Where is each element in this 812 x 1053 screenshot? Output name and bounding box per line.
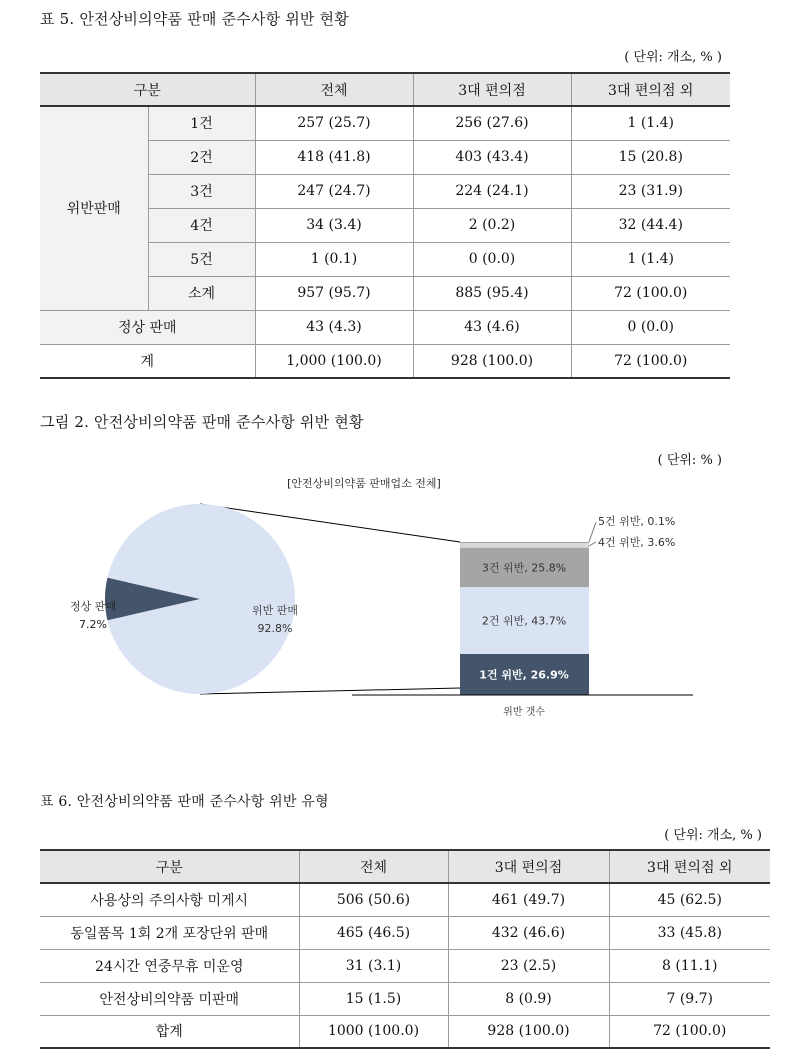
table5-header-big3: 3대 편의점 — [413, 73, 571, 106]
row-label: 2건 — [148, 140, 255, 174]
cell-big3: 885 (95.4) — [413, 276, 571, 310]
connector-bottom — [200, 688, 460, 694]
table5-header-category: 구분 — [40, 73, 255, 106]
bar-label-1: 1건 위반, 26.9% — [479, 668, 569, 682]
cell-big3: 2 (0.2) — [413, 208, 571, 242]
table5 — [40, 72, 730, 379]
bar-segment-4 — [460, 542, 589, 548]
pie-normal-value: 7.2% — [79, 618, 107, 631]
cell-other: 8 (11.1) — [609, 949, 770, 982]
table-row — [40, 982, 770, 1015]
pie-violation-value: 92.8% — [257, 622, 293, 635]
cell-other: 0 (0.0) — [571, 310, 730, 344]
x-axis-label: 위반 갯수 — [503, 707, 545, 718]
row-label: 5건 — [148, 242, 255, 276]
cell-big3: 8 (0.9) — [448, 982, 609, 1015]
cell-total: 31 (3.1) — [299, 949, 448, 982]
table6-caption: 표 6. 안전상비의약품 판매 준수사항 위반 유형 — [40, 794, 329, 810]
bar-segment-5 — [460, 542, 589, 543]
table-row — [40, 883, 770, 916]
cell-other: 45 (62.5) — [609, 883, 770, 916]
cell-big3: 224 (24.1) — [413, 174, 571, 208]
bar-label-2: 2건 위반, 43.7% — [481, 614, 567, 628]
chart-subtitle: [안전상비의약품 판매업소 전체] — [287, 477, 441, 490]
table-row — [40, 916, 770, 949]
cell-other: 1 (1.4) — [571, 242, 730, 276]
row-label: 4건 — [148, 208, 255, 242]
table6-header-other: 3대 편의점 외 — [609, 850, 770, 883]
cell-big3: 0 (0.0) — [413, 242, 571, 276]
group-label: 위반판매 — [40, 106, 148, 310]
table5-unit: ( 단위: 개소, % ) — [624, 50, 722, 65]
figure2-unit: ( 단위: % ) — [657, 453, 722, 468]
row-label: 3건 — [148, 174, 255, 208]
cell-big3: 928 (100.0) — [413, 344, 571, 378]
pie-normal-label: 정상 판매 — [69, 600, 117, 613]
table6-header-total: 전체 — [299, 850, 448, 883]
cell-big3: 432 (46.6) — [448, 916, 609, 949]
table-row — [40, 310, 730, 344]
table-row — [40, 106, 730, 140]
cell-other: 15 (20.8) — [571, 140, 730, 174]
row-label: 합계 — [40, 1015, 299, 1048]
cell-other: 72 (100.0) — [609, 1015, 770, 1048]
cell-total: 257 (25.7) — [255, 106, 413, 140]
cell-other: 23 (31.9) — [571, 174, 730, 208]
table6-unit: ( 단위: 개소, % ) — [664, 828, 762, 843]
cell-big3: 256 (27.6) — [413, 106, 571, 140]
row-label: 안전상비의약품 미판매 — [40, 982, 299, 1015]
violation-chart — [0, 470, 812, 730]
bar-label-4: 4건 위반, 3.6% — [598, 536, 676, 549]
table-row — [40, 949, 770, 982]
cell-total: 43 (4.3) — [255, 310, 413, 344]
cell-big3: 461 (49.7) — [448, 883, 609, 916]
cell-big3: 23 (2.5) — [448, 949, 609, 982]
cell-total: 465 (46.5) — [299, 916, 448, 949]
row-label: 사용상의 주의사항 미게시 — [40, 883, 299, 916]
cell-other: 7 (9.7) — [609, 982, 770, 1015]
cell-total: 418 (41.8) — [255, 140, 413, 174]
bar-label-5: 5건 위반, 0.1% — [598, 515, 676, 528]
figure2-caption: 그림 2. 안전상비의약품 판매 준수사항 위반 현황 — [40, 413, 364, 431]
cell-other: 32 (44.4) — [571, 208, 730, 242]
row-label: 동일품목 1회 2개 포장단위 판매 — [40, 916, 299, 949]
cell-total: 1,000 (100.0) — [255, 344, 413, 378]
row-label: 소계 — [148, 276, 255, 310]
cell-total: 1 (0.1) — [255, 242, 413, 276]
table6-header-category: 구분 — [40, 850, 299, 883]
table-row — [40, 1015, 770, 1048]
row-label: 계 — [40, 344, 255, 378]
cell-big3: 43 (4.6) — [413, 310, 571, 344]
table6-header-big3: 3대 편의점 — [448, 850, 609, 883]
cell-other: 1 (1.4) — [571, 106, 730, 140]
table5-header-other: 3대 편의점 외 — [571, 73, 730, 106]
cell-total: 34 (3.4) — [255, 208, 413, 242]
leader-line-4 — [589, 542, 596, 546]
cell-total: 957 (95.7) — [255, 276, 413, 310]
bar-label-3: 3건 위반, 25.8% — [481, 561, 567, 575]
cell-total: 247 (24.7) — [255, 174, 413, 208]
cell-big3: 928 (100.0) — [448, 1015, 609, 1048]
row-label: 24시간 연중무휴 미운영 — [40, 949, 299, 982]
row-label: 1건 — [148, 106, 255, 140]
cell-other: 72 (100.0) — [571, 344, 730, 378]
pie-violation-label: 위반 판매 — [251, 604, 299, 617]
table5-caption: 표 5. 안전상비의약품 판매 준수사항 위반 현황 — [40, 10, 349, 28]
table5-header-total: 전체 — [255, 73, 413, 106]
table-row — [40, 344, 730, 378]
cell-total: 506 (50.6) — [299, 883, 448, 916]
cell-big3: 403 (43.4) — [413, 140, 571, 174]
row-label: 정상 판매 — [40, 310, 255, 344]
table6 — [40, 849, 770, 1049]
cell-total: 15 (1.5) — [299, 982, 448, 1015]
cell-total: 1000 (100.0) — [299, 1015, 448, 1048]
cell-other: 33 (45.8) — [609, 916, 770, 949]
leader-line-5 — [589, 522, 596, 542]
cell-other: 72 (100.0) — [571, 276, 730, 310]
